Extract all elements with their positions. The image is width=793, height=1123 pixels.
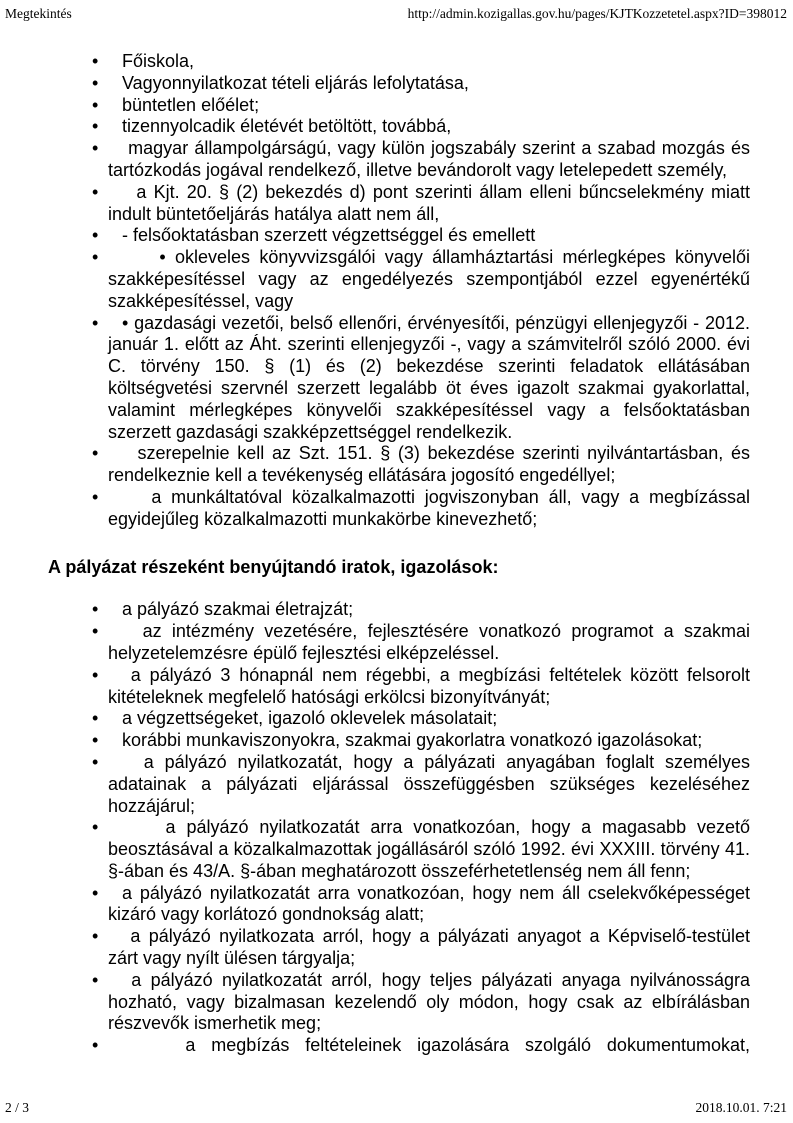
list-item: • a pályázó 3 hónapnál nem régebbi, a megbízási feltételek között felsorolt kitételeknek megfelelő hatósági erkölcsi bizonyítványát; [108,665,750,709]
list-item: • - felsőoktatásban szerzett végzettséggel és emellett [108,225,750,247]
list-item: • az intézmény vezetésére, fejlesztésére vonatkozó programot a szakmai helyzetelemzésre épülő fejlesztési elképzeléssel. [108,621,750,665]
list-item: • szerepelnie kell az Szt. 151. § (3) bekezdése szerinti nyilvántartásban, és rendelkeznie kell a tevékenység ellátására jogosító engedéllyel; [108,443,750,487]
list-item: • Főiskola, [108,51,750,73]
list-item: • a megbízás feltételeinek igazolására szolgáló dokumentumokat, [108,1035,750,1057]
requirements-list [48,51,750,531]
section-heading: A pályázat részeként benyújtandó iratok, igazolások: [48,556,499,577]
list-item: • magyar állampolgárságú, vagy külön jogszabály szerint a szabad mozgás és tartózkodás jogával rendelkező, illetve bevándorolt vagy letelepedett személy, [108,138,750,182]
print-footer [5,1100,787,1115]
list-item: • korábbi munkaviszonyokra, szakmai gyakorlatra vonatkozó igazolásokat; [108,730,750,752]
list-item: • a pályázó nyilatkozata arról, hogy a pályázati anyagot a Képviselő-testület zárt vagy nyílt ülésen tárgyalja; [108,926,750,970]
list-item: • a pályázó szakmai életrajzát; [108,599,750,621]
list-item: • tizennyolcadik életévét betöltött, továbbá, [108,116,750,138]
source-url: http://admin.kozigallas.gov.hu/pages/KJTKozzetetel.aspx?ID=398012 [407,6,787,21]
list-item: • • gazdasági vezetői, belső ellenőri, érvényesítői, pénzügyi ellenjegyzői - 2012. január 1. előtt az Áht. szerinti ellenjegyzői -, vagy a számvitelről szóló 2000. évi C. törvény 150. § (1) és (2) bekezdése szerinti feladatok ellátásában költségvetési szervnél szerzett legalább öt éves igazolt szakmai gyakorlattal, valamint mérlegképes könyvelői szakképesítéssel vagy a felsőoktatásban szerzett gazdasági szakképzettséggel rendelkezik. [108,313,750,444]
print-timestamp: 2018.10.01. 7:21 [695,1100,787,1115]
page-number: 2 / 3 [5,1100,30,1115]
documents-list [48,599,750,1057]
page-title: Megtekintés [5,6,72,21]
list-item: • • okleveles könyvvizsgálói vagy államháztartási mérlegképes könyvelői szakképesítéssel vagy az engedélyezés szempontjából ezzel egyenértékű szakképesítéssel, vagy [108,247,750,312]
document-body [48,51,750,1057]
list-item: • a munkáltatóval közalkalmazotti jogviszonyban áll, vagy a megbízással egyidejűleg közalkalmazotti munkakörbe kinevezhető; [108,487,750,531]
list-item: • a pályázó nyilatkozatát arról, hogy teljes pályázati anyaga nyilvánosságra hozható, vagy bizalmasan kezelendő oly módon, hogy csak az elbírálásban részvevők ismerhetik meg; [108,970,750,1035]
list-item: • a pályázó nyilatkozatát arra vonatkozóan, hogy nem áll cselekvőképességet kizáró vagy korlátozó gondnokság alatt; [108,883,750,927]
list-item: • a pályázó nyilatkozatát arra vonatkozóan, hogy a magasabb vezető beosztásával a közalkalmazottak jogállásáról szóló 1992. évi XXXIII. törvény 41. §-ában és 43/A. §-ában meghatározott összeférhetetlenség nem áll fenn; [108,817,750,882]
list-item: • büntetlen előélet; [108,95,750,117]
list-item: • a Kjt. 20. § (2) bekezdés d) pont szerinti állam elleni bűncselekmény miatt indult büntetőeljárás hatálya alatt nem áll, [108,182,750,226]
list-item: • a végzettségeket, igazoló oklevelek másolatait; [108,708,750,730]
print-header [5,6,787,21]
list-item: • Vagyonnyilatkozat tételi eljárás lefolytatása, [108,73,750,95]
list-item: • a pályázó nyilatkozatát, hogy a pályázati anyagában foglalt személyes adatainak a pályázati eljárással összefüggésben szükséges kezeléséhez hozzájárul; [108,752,750,817]
